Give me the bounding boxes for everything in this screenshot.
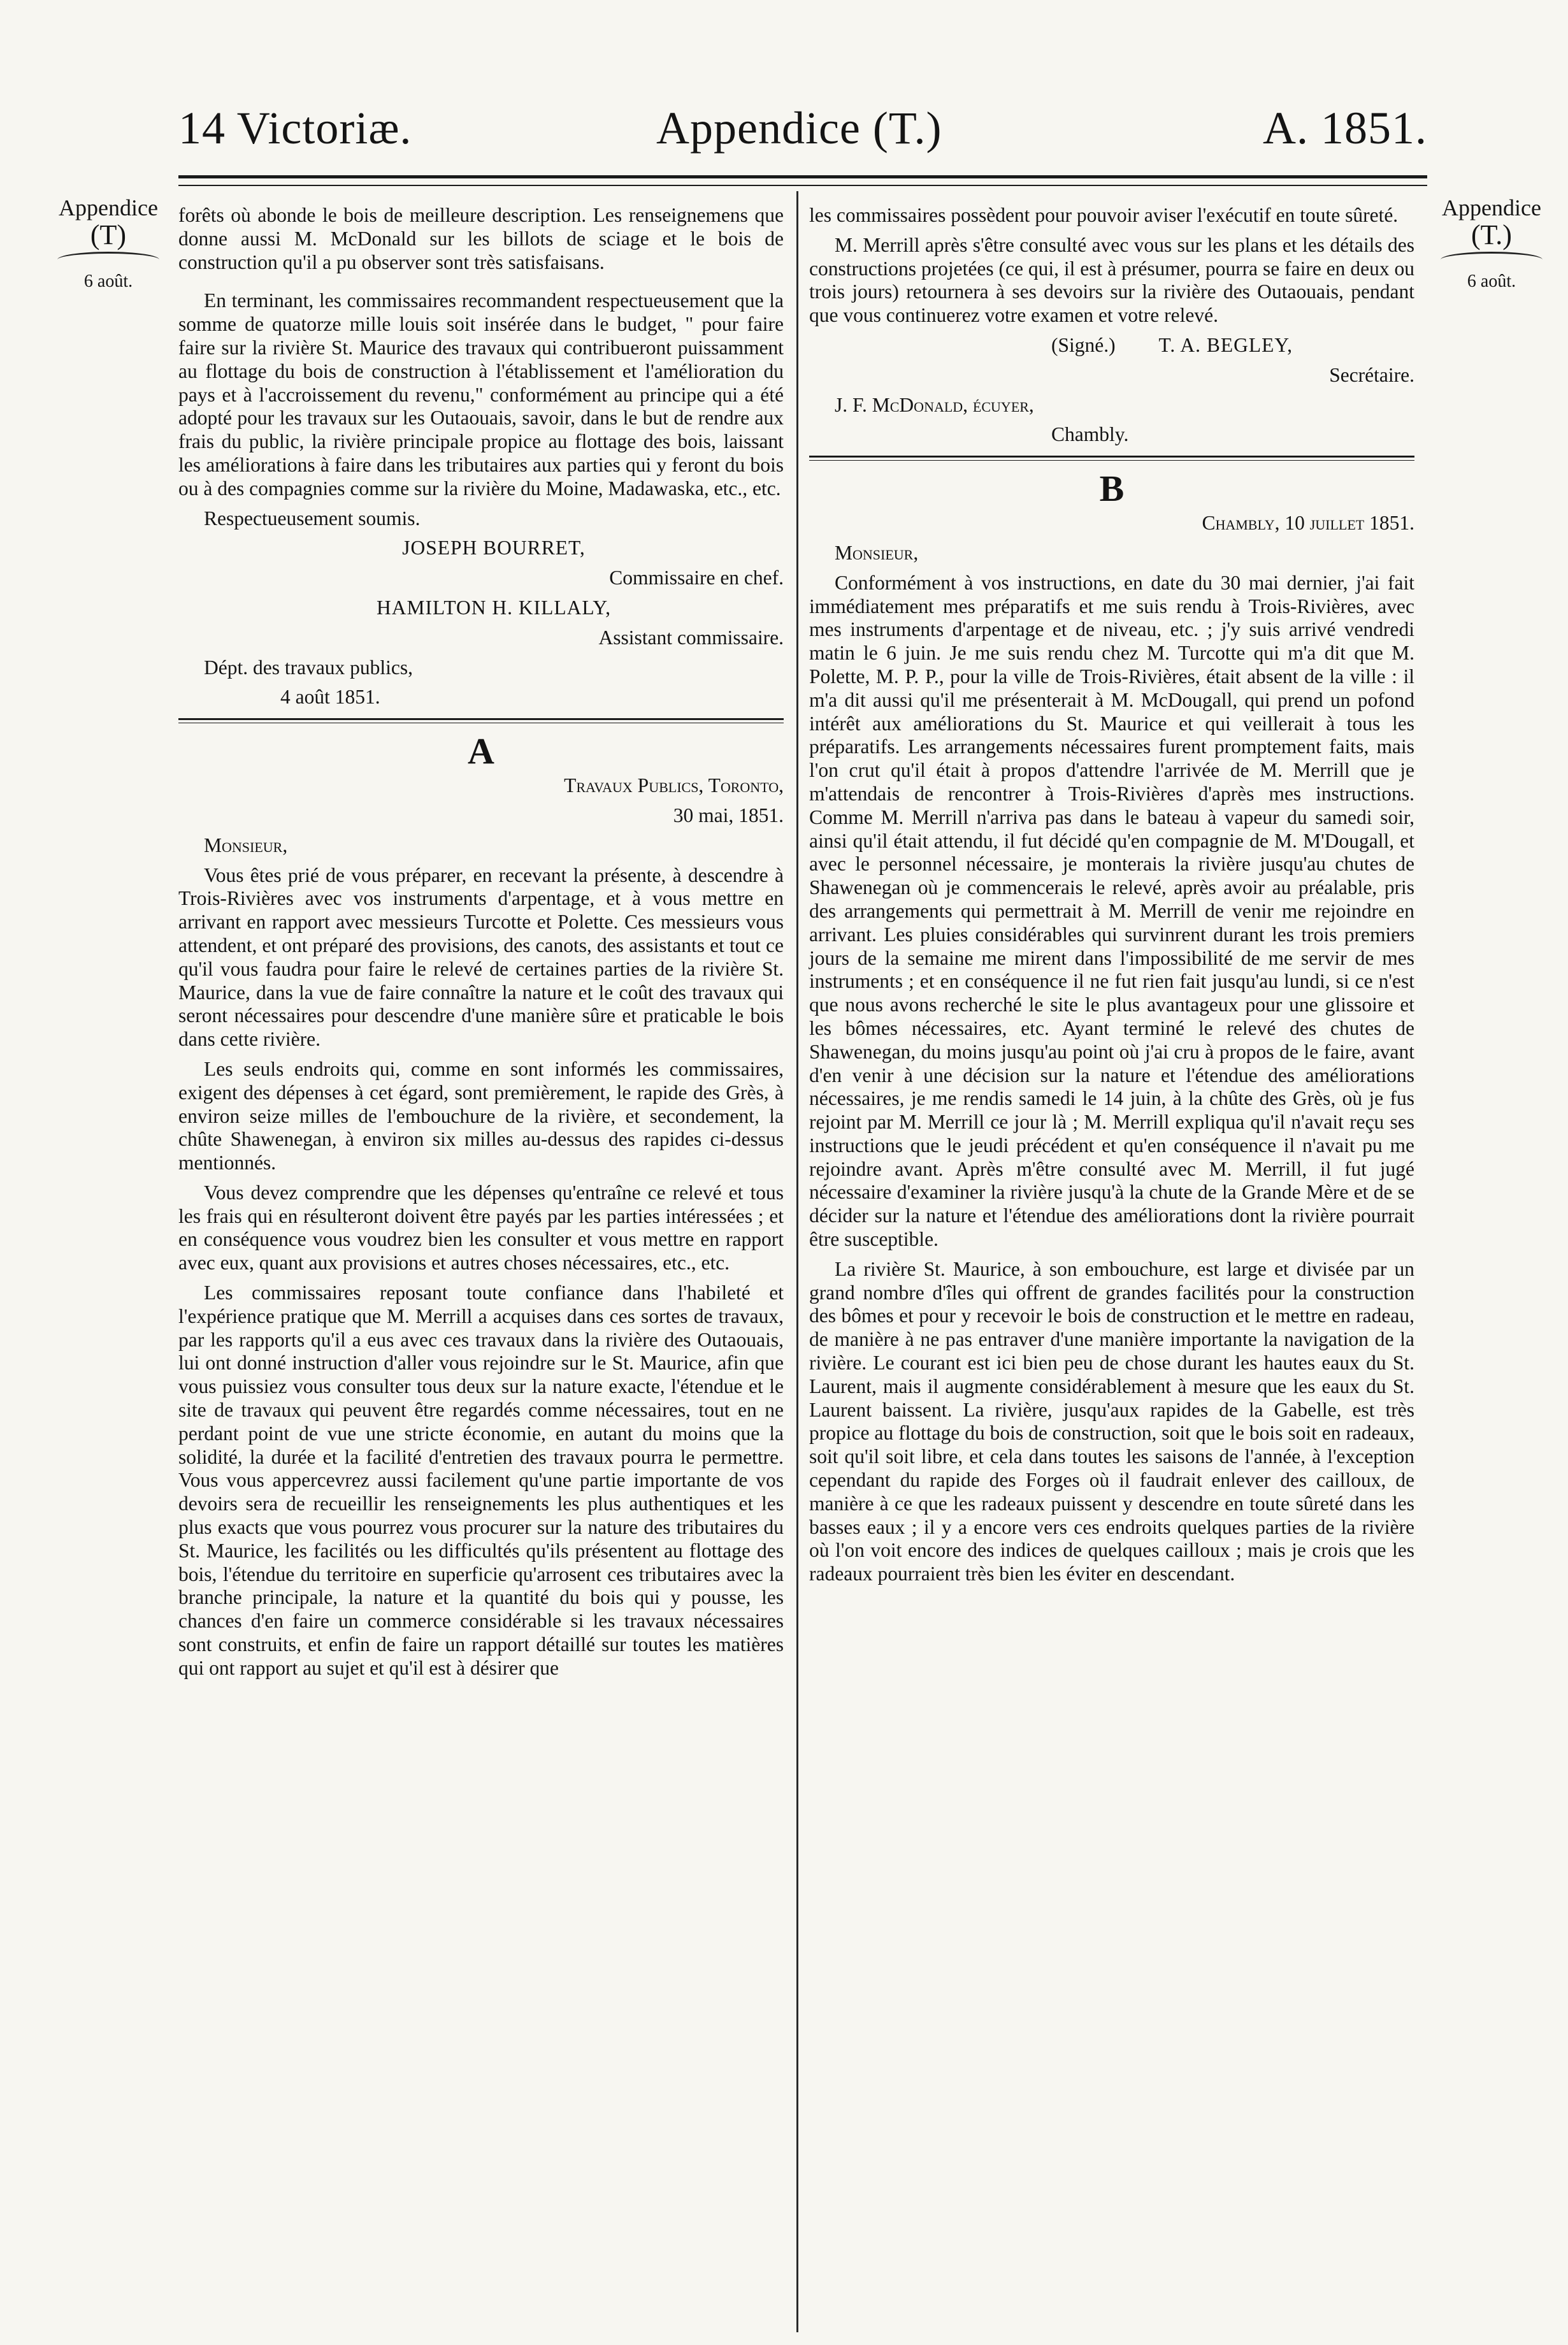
margin-note-date: 6 août.: [83, 271, 133, 291]
signature-name: JOSEPH BOURRET,: [402, 537, 586, 559]
margin-note-right: [1428, 194, 1555, 292]
closing: Respectueusement soumis.: [204, 507, 421, 530]
margin-note-title: Appendice: [59, 195, 158, 220]
addressee: J. F. McDonald, écuyer,: [835, 393, 1034, 416]
left-column: [178, 204, 784, 1687]
margin-note-letter: (T.): [1471, 219, 1512, 250]
section-rule-thin: [809, 460, 1414, 461]
margin-note-letter: (T): [90, 219, 127, 250]
department-line: Dépt. des travaux publics,: [204, 656, 414, 679]
header-session: 14 Victoriæ.: [178, 103, 412, 154]
column-divider: [796, 191, 798, 2332]
paragraph: Vous êtes prié de vous préparer, en recevant la présente, à descendre à Trois-Rivières avec vos instruments d'arpentage, et à vous mettre en arrivant en rapport avec messieurs Turcotte et Polette. Ces messieurs vous attendent, et ont préparé des provisions, des canots, des assistants et tout ce qu'il vous faudra pour faire le relevé de certaines parties de la rivière St. Maurice, dans la vue de faire connaître la nature et le coût des travaux qui seront nécessaires pour descendre d'une manière sûre et praticable le bois dans cette rivière.: [178, 863, 784, 1051]
signature-name: T. A. BEGLEY,: [1158, 333, 1293, 356]
signature-name: HAMILTON H. KILLALY,: [376, 596, 611, 619]
paragraph: En terminant, les commissaires recommandent respectueusement que la somme de quatorze mille louis soit insérée dans le budget, " pour faire faire sur la rivière St. Maurice des travaux qui contribueront puissamment au flottage du bois de construction à l'établissement et l'amélioration du pays et à l'accroissement du revenu," conformément au principe qui a été adopté pour les travaux sur les Outaouais, savoir, dans le but de rendre aux frais du public, la rivière principale propice au flottage des bois, laissant les améliorations à faire dans les tributaires aux parties qui y feront du bois ou à des compagnies comme sur la rivière du Moine, Madawaska, etc., etc.: [178, 289, 784, 500]
right-column: [809, 204, 1414, 1592]
paragraph: Les seuls endroits qui, comme en sont informés les commissaires, exigent des dépenses à cet égard, sont premièrement, le rapide des Grès, à environ seize milles de l'embouchure de la rivière, et secondement, la chûte Shawenegan, à environ six milles au-dessus des rapides ci-dessus mentionnés.: [178, 1057, 784, 1174]
header-rule-thin: [178, 185, 1427, 186]
salutation: Monsieur,: [835, 541, 919, 564]
paragraph: Conformément à vos instructions, en date du 30 mai dernier, j'ai fait immédiatement mes préparatifs et me suis rendu à Trois-Rivières, avec mes instruments d'arpentage et de niveau, etc. ; j'y suis arrivé vendredi matin le 6 juin. Je me suis rendu chez M. Turcotte qui m'a dit que M. Polette, M. P. P., pour la ville de Trois-Rivières, était absent de la ville : il m'a dit aussi qu'il me présenterait à M. McDougall, qui prend un pofond intérêt aux améliorations du St. Maurice et qui veillerait à tous les préparatifs. Les arrangements nécessaires furent promptement faits, mais l'on crut qu'il était à propos d'attendre l'arrivée de M. Merrill que je m'attendais de rencontrer à Trois-Rivières d'après mes instructions. Comme M. Merrill n'arriva pas dans le bateau à vapeur du samedi soir, ainsi qu'il était attendu, il fut décidé qu'en compagnie de M. M'Dougall, et avec le personnel nécessaire, je monterais la rivière jusqu'au chutes de Shawenegan où je commencerais le relevé, après avoir au préalable, pris des arrangements qui permettrait à M. Merrill de venir me rejoindre en arrivant. Les pluies considérables qui survinrent durant les trois premiers jours de la semaine me mirent dans l'impossibilité de me servir de mes instruments ; et en conséquence il ne fut rien fait jusqu'au lundi, si ce n'est que nous avons recherché le site le plus avantageux pour une glissoire et les bômes nécessaires, etc. Ayant terminé le relevé des chutes de Shawenegan, du moins jusqu'au point où j'ai cru à propos de le faire, avant d'en venir à une décision sur la nature et l'étendue des améliorations nécessaires, je me rendis samedi le 14 juin, à la chûte des Grès, où je fus rejoint par M. Merrill ce jour là ; M. Merrill expliqua qu'il n'avait reçu ses instructions que le jeudi précédent et qu'en conséquence il n'avait pu me rejoindre avant. Après m'être consulté avec M. Merrill, il fut jugé nécessaire d'examiner la rivière jusqu'à la chute de la Grande Mère et de se décider sur la nature et l'étendue des améliorations dont la rivière pourrait être susceptible.: [809, 571, 1414, 1251]
paragraph: La rivière St. Maurice, à son embouchure, est large et divisée par un grand nombre d'îles qui offrent de grandes facilités pour la construction des bômes et pour y recevoir le bois de construction et le mettre en radeau, de manière à ne pas entraver d'une manière importante la navigation de la rivière. Le courant est ici bien peu de chose durant les hautes eaux du St. Laurent, mais il augmente considérablement à mesure que les eaux du St. Laurent baissent. La rivière, jusqu'aux rapides de la Gabelle, est très propice au flottage du bois de construction, soit que le bois soit en radeaux, soit qu'il soit libre, et cela dans toutes les saisons de l'année, à l'exception cependant du rapide des Forges où il faudrait enlever des cailloux, de manière à ce que les radeaux puissent y descendre en toute sûreté dans les basses eaux ; il y a encore vers ces endroits quelques parties de la rivière où l'on voit encore des indices de quelques cailloux ; mais je crois que les radeaux pourraient très bien les éviter en descendant.: [809, 1257, 1414, 1585]
section-letter: A: [468, 730, 494, 772]
dateline-date: 30 mai, 1851.: [673, 804, 784, 826]
margin-note-title: Appendice: [1442, 195, 1541, 220]
paragraph: Vous devez comprendre que les dépenses qu'entraîne ce relevé et tous les frais qui en résulteront doivent être payés par les parties intéressées ; et en conséquence vous voudrez bien les consulter et vous mettre en rapport avec eux, quant aux provisions et autres choses nécessaires, etc., etc.: [178, 1181, 784, 1274]
header-appendix: Appendice (T.): [656, 103, 942, 154]
paragraph: M. Merrill après s'être consulté avec vous sur les plans et les détails des constructions projetées (ce qui, il est à présumer, pourra se faire en deux ou trois jours) retournera à ses devoirs sur la rivière des Outaouais, pendant que vous continuerez votre examen et votre relevé.: [809, 233, 1414, 327]
margin-note-left: [45, 194, 172, 292]
header-rule-thick: [178, 175, 1427, 178]
page-header: [178, 102, 1427, 166]
paragraph: Les commissaires reposant toute confiance dans l'habileté et l'expérience pratique que M. Merrill a acquises dans ces sortes de travaux, par les rapports qu'il a eus avec ces travaux dans la rivière des Outaouais, lui ont donné instruction d'aller vous rejoindre sur le St. Maurice, afin que vous puissiez vous consulter tous deux sur la nature exacte, l'étendue et le site de travaux qui peuvent être regardés comme nécessaires, tout en ne perdant point de vue une stricte économie, en autant du moins que la solidité, la durée et la facilité d'entretien des travaux pourra le permettre. Vous vous appercevrez aussi facilement qu'une partie importante de vos devoirs sera de recueillir les renseignements les plus authentiques et les plus exacts que vous pourrez vous procurer sur la nature des tributaires du St. Maurice, les facilités ou les difficultés qu'ils présentent au flottage des bois, l'étendue du territoire en superficie qu'arrosent ces tributaires avec la branche principale, la nature et la quantité du bois qui y pousse, les chances d'en faire un commerce considérable si les travaux nécessaires sont construits, et enfin de faire un rapport détaillé sur toutes les matières qui ont rapport au sujet et qu'il est à désirer que: [178, 1281, 784, 1679]
section-rule: [809, 456, 1414, 458]
paragraph: forêts où abonde le bois de meilleure description. Les renseignemens que donne aussi M. McDonald sur les billots de sciage et le bois de construction qu'il a pu observer sont très satisfaisans.: [178, 204, 784, 273]
brace-icon: [57, 252, 159, 268]
signature-line: [809, 334, 1414, 357]
salutation: Monsieur,: [204, 833, 288, 856]
signed-mark: (Signé.): [1051, 333, 1116, 356]
signature-title: Secrétaire.: [1329, 363, 1414, 386]
brace-icon: [1441, 252, 1543, 268]
department-date: 4 août 1851.: [280, 686, 380, 709]
signature-title: Commissaire en chef.: [609, 566, 784, 589]
section-rule: [178, 718, 784, 720]
paragraph: les commissaires possèdent pour pouvoir aviser l'exécutif en toute sûreté.: [809, 204, 1399, 226]
dateline: Chambly, 10 juillet 1851.: [1202, 512, 1414, 535]
margin-note-date: 6 août.: [1467, 271, 1516, 291]
section-letter: B: [1099, 468, 1125, 510]
signature-title: Assistant commissaire.: [598, 626, 784, 649]
header-year: A. 1851.: [1263, 103, 1427, 154]
addressee-place: Chambly.: [1051, 423, 1129, 446]
dateline-place: Travaux Publics, Toronto,: [564, 774, 784, 797]
